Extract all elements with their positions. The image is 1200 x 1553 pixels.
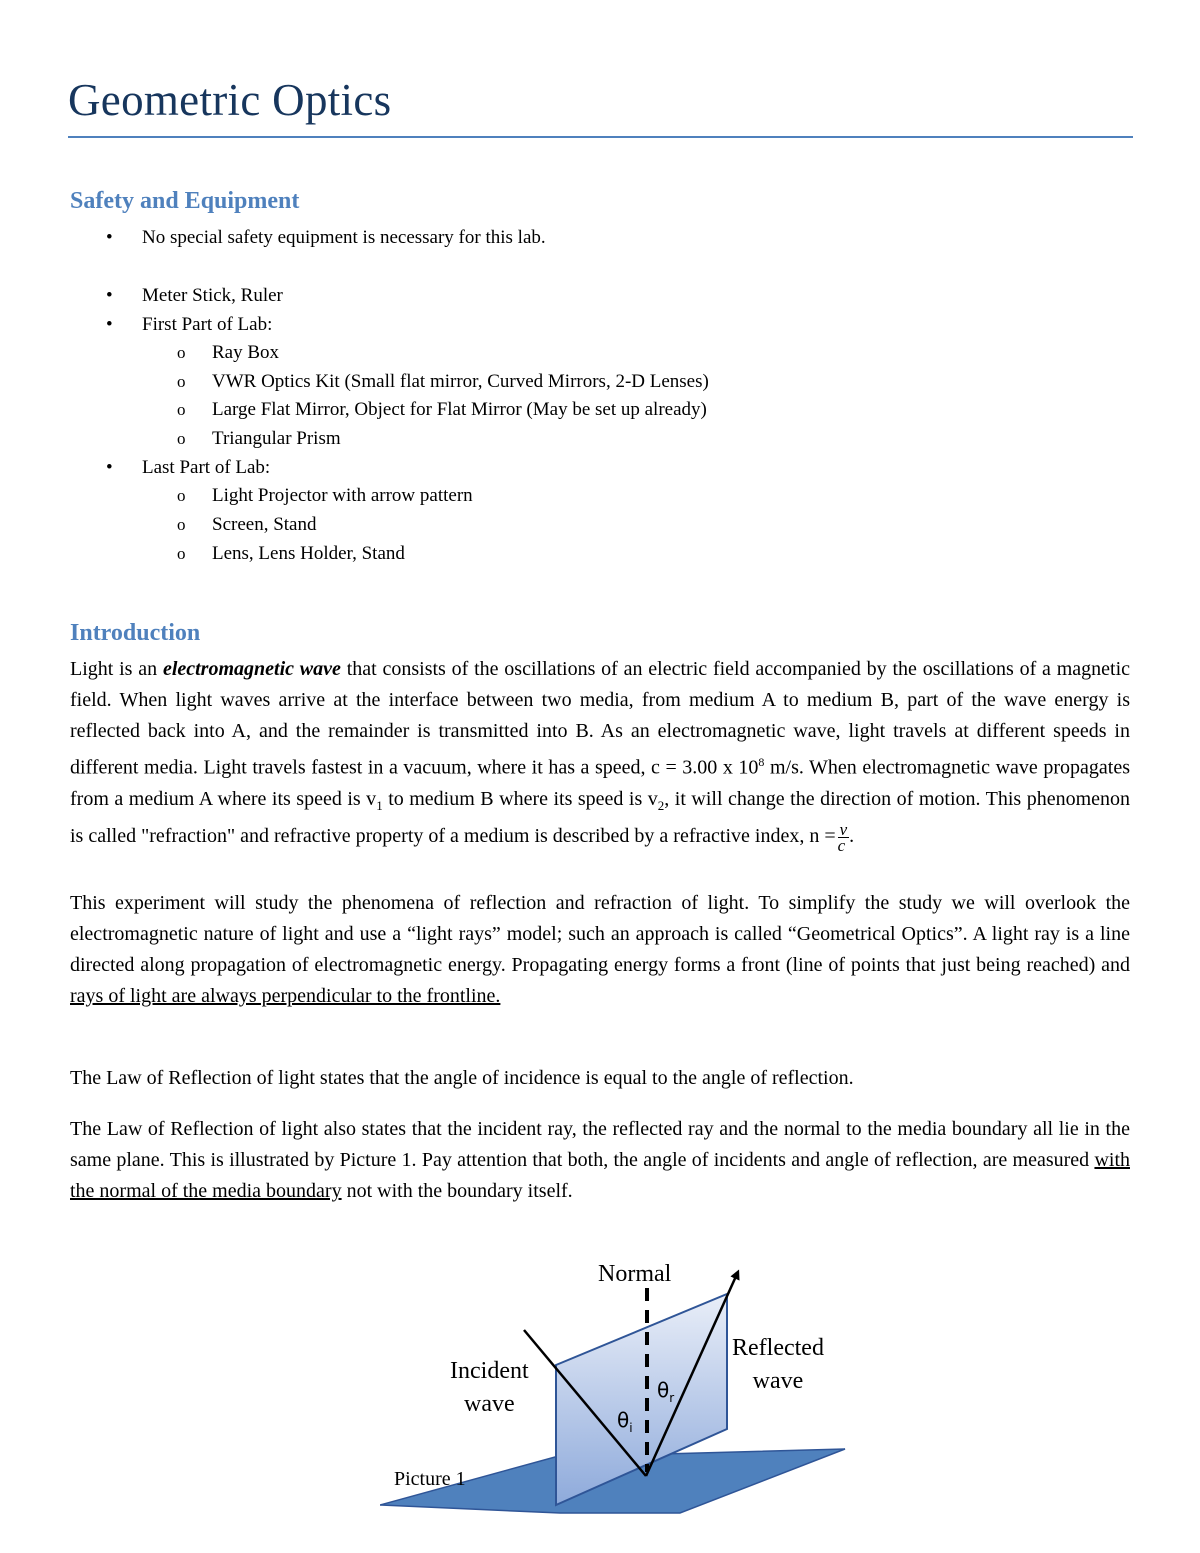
list-item: o Lens, Lens Holder, Stand <box>0 540 709 569</box>
circle-bullet-icon: o <box>177 514 186 534</box>
section-heading-safety: Safety and Equipment <box>70 188 300 214</box>
list-item: o Triangular Prism <box>0 425 709 454</box>
label-incident-wave: Incident wave <box>450 1358 529 1417</box>
figure-caption: Picture 1 <box>394 1468 466 1490</box>
label-theta-i: $\theta_i$ <box>617 1408 633 1435</box>
circle-bullet-icon: o <box>177 486 186 506</box>
first-part-sublist-wrap <box>0 339 851 453</box>
circle-bullet-icon: o <box>177 371 186 391</box>
label-theta-r: $\theta_r$ <box>657 1378 675 1405</box>
list-item: o Large Flat Mirror, Object for Flat Mirror (May be set up already) <box>0 396 709 425</box>
list-item: o Screen, Stand <box>0 511 709 540</box>
underlined-text: rays of light are always perpendicular to the frontline. <box>70 985 501 1007</box>
refractive-index-fraction: $\frac{v}{c}$ <box>837 819 848 855</box>
circle-bullet-icon: o <box>177 543 186 563</box>
label-reflected-wave: Reflected wave <box>732 1335 824 1394</box>
list-item: • No special safety equipment is necessary for this lab. <box>0 223 546 252</box>
circle-bullet-icon: o <box>177 343 186 362</box>
bullet-icon: • <box>106 314 113 335</box>
emphasis-electromagnetic-wave: electromagnetic wave <box>162 658 341 680</box>
bullet-icon: • <box>106 457 113 479</box>
last-part-sublist <box>142 482 851 568</box>
circle-bullet-icon: o <box>177 400 186 420</box>
section-heading-introduction: Introduction <box>70 620 201 646</box>
list-item: • Last Part of Lab: <box>0 453 851 482</box>
last-part-sublist-wrap <box>0 482 851 568</box>
list-item: • First Part of Lab: <box>0 310 851 339</box>
intro-paragraph-4: The Law of Reflection of light also states that the incident ray, the reflected ray and the normal to the media boundary all lie in the same plane. This is illustrated by Picture 1. Pay attention that both, the angle of incidents and angle of reflection, are measured with the normal of the media boundary not with the boundary itself. <box>70 1118 1130 1202</box>
bullet-icon: • <box>106 285 113 306</box>
intro-paragraph-3: The Law of Reflection of light states that the angle of incidence is equal to the angle of reflection. <box>70 1067 854 1089</box>
circle-bullet-icon: o <box>177 428 186 448</box>
bullet-icon: • <box>106 227 113 248</box>
label-normal: Normal <box>598 1261 672 1287</box>
list-item: o VWR Optics Kit (Small flat mirror, Curved Mirrors, 2-D Lenses) <box>0 368 709 397</box>
list-item: o Light Projector with arrow pattern <box>0 482 709 511</box>
title-underline <box>68 136 1133 138</box>
equipment-list <box>0 281 851 568</box>
first-part-sublist <box>142 339 851 453</box>
list-item: • Meter Stick, Ruler <box>0 281 851 310</box>
underlined-text: with the normal of the media boundary <box>70 1149 1130 1202</box>
intro-paragraph-2: This experiment will study the phenomena of reflection and refraction of light. To simplify the study we will overlook the electromagnetic nature of light and use a “light rays” model; such an approach is called “Geometrical Optics”. A light ray is a line directed along propagation of electromagnetic energy. Propagating energy forms a front (line of points that just being reached) and rays of light are always perpendicular to the frontline. <box>70 892 1130 1007</box>
safety-note-list <box>0 223 546 252</box>
list-item: o Ray Box <box>0 339 709 368</box>
intro-paragraph-1: Light is an electromagnetic wave that consists of the oscillations of an electric field accompanied by the oscillations of a magnetic field. When light waves arrive at the interface between two media, from medium A to medium B, part of the wave energy is reflected back into A, and the remainder is transmitted into B. As an electromagnetic wave, light travels at different speeds in different media. Light travels fastest in a vacuum, where it has a speed, c = 3.00 x $10^8$ m/s. When electromagnetic wave propagates from a medium A where its speed is $v_1$ to medium B where its speed is $v_2$, it will change the direction of motion. This phenomenon is called "refraction" and refractive property of a medium is described by a refractive index, n = $\frac{v}{c}$ . <box>70 658 1131 855</box>
reflection-diagram <box>380 1250 880 1540</box>
page-title: Geometric Optics <box>68 75 392 125</box>
